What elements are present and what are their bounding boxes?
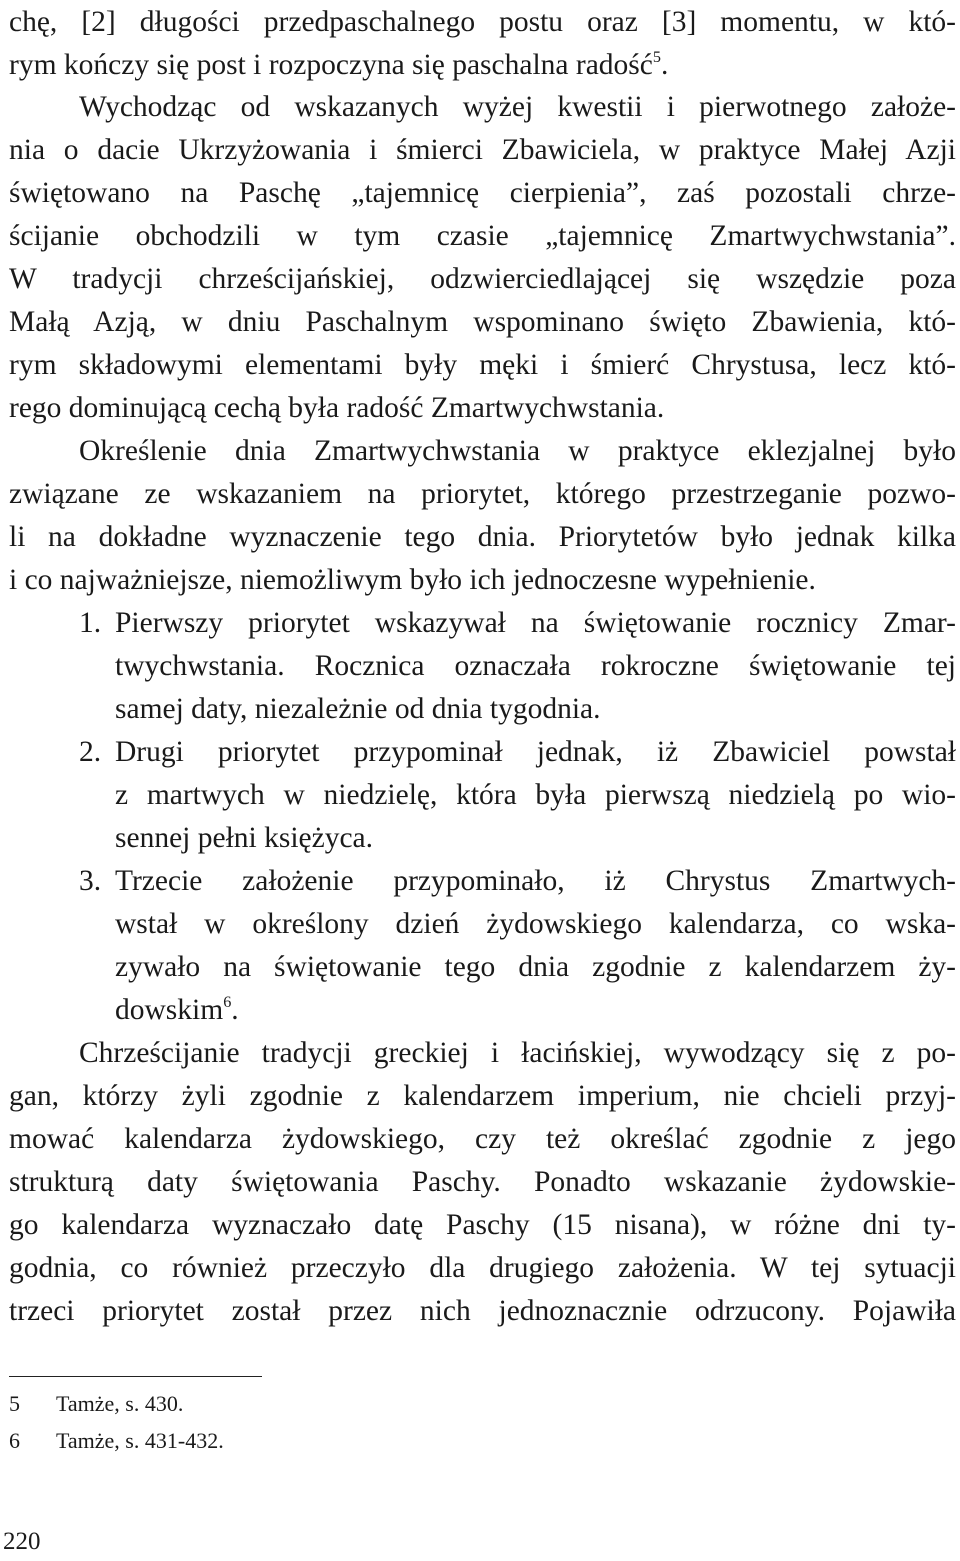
- list-item-line: samej daty, niezależnie od dnia tygodnia.: [115, 693, 601, 725]
- text-line: nia o dacie Ukrzyżowania i śmierci Zbawiciela, w praktyce Małej Azji: [9, 134, 956, 166]
- list-item-line: wstał w określony dzień żydowskiego kalendarza, co wska-: [115, 908, 956, 940]
- list-item-line: zywało na świętowanie tego dnia zgodnie z kalendarzem ży-: [115, 951, 956, 983]
- footnote-text: Tamże, s. 430.: [56, 1391, 184, 1416]
- footnote-ref[interactable]: 5: [652, 47, 661, 66]
- text-line: chę, [2] długości przedpaschalnego postu oraz [3] momentu, w któ-: [9, 6, 956, 38]
- text-line: gan, którzy żyli zgodnie z kalendarzem imperium, nie chcieli przyj-: [9, 1080, 956, 1112]
- text-line: Chrześcijanie tradycji greckiej i łacińskiej, wywodzący się z po-: [79, 1037, 956, 1069]
- footnote-number: 6: [9, 1428, 20, 1453]
- text-line: związane ze wskazaniem na priorytet, którego przestrzeganie pozwo-: [9, 478, 956, 510]
- list-item-line: dowskim$^6$.: [115, 992, 239, 1026]
- footnote-text: Tamże, s. 431-432.: [56, 1428, 224, 1453]
- list-item-line: z martwych w niedzielę, która była pierwszą niedzielą po wio-: [115, 779, 956, 811]
- list-item-line: Drugi priorytet przypominał jednak, iż Zbawiciel powstał: [115, 736, 956, 768]
- text-line: świętowano na Paschę „tajemnicę cierpienia”, zaś pozostali chrze-: [9, 177, 956, 209]
- text-line: ścijanie obchodzili w tym czasie „tajemnicę Zmartwychwstania”.: [9, 220, 956, 252]
- text-line: Wychodząc od wskazanych wyżej kwestii i pierwotnego założe-: [79, 91, 956, 123]
- list-number: 2.: [79, 736, 102, 768]
- list-item-line: twychwstania. Rocznica oznaczała rokroczne świętowanie tej: [115, 650, 956, 682]
- list-number: 1.: [79, 607, 102, 639]
- text-line: rego dominującą cechą była radość Zmartwychwstania.: [9, 392, 665, 424]
- text-line: rym kończy się post i rozpoczyna się paschalna radość$^5$.: [9, 47, 669, 81]
- text-line: strukturą daty świętowania Paschy. Ponadto wskazanie żydowskie-: [9, 1166, 956, 1198]
- list-item-line: Trzecie założenie przypominało, iż Chrystus Zmartwych-: [115, 865, 956, 897]
- footnote-divider: [9, 1376, 262, 1377]
- text-line: godnia, co również przeczyło dla drugiego założenia. W tej sytuacji: [9, 1252, 956, 1284]
- text-line: W tradycji chrześcijańskiej, odzwierciedlającej się wszędzie poza: [9, 263, 956, 295]
- text-line: go kalendarza wyznaczało datę Paschy (15 nisana), w różne dni ty-: [9, 1209, 956, 1241]
- text-line: Określenie dnia Zmartwychwstania w praktyce eklezjalnej było: [79, 435, 956, 467]
- text-line: rym składowymi elementami były męki i śmierć Chrystusa, lecz któ-: [9, 349, 956, 381]
- footnote-ref[interactable]: 6: [223, 992, 232, 1011]
- list-item-line: Pierwszy priorytet wskazywał na świętowanie rocznicy Zmar-: [115, 607, 956, 639]
- page-number: 220: [3, 1528, 41, 1555]
- text-line: mować kalendarza żydowskiego, czy też określać zgodnie z jego: [9, 1123, 956, 1155]
- list-number: 3.: [79, 865, 102, 897]
- text-line: Małą Azją, w dniu Paschalnym wspominano święto Zbawienia, któ-: [9, 306, 956, 338]
- text-line: li na dokładne wyznaczenie tego dnia. Priorytetów było jednak kilka: [9, 521, 956, 553]
- list-item-line: sennej pełni księżyca.: [115, 822, 374, 854]
- text-line: i co najważniejsze, niemożliwym było ich jednoczesne wypełnienie.: [9, 564, 816, 596]
- text-line: trzeci priorytet został przez nich jednoznacznie odrzucony. Pojawiła: [9, 1295, 956, 1327]
- footnote-number: 5: [9, 1391, 20, 1416]
